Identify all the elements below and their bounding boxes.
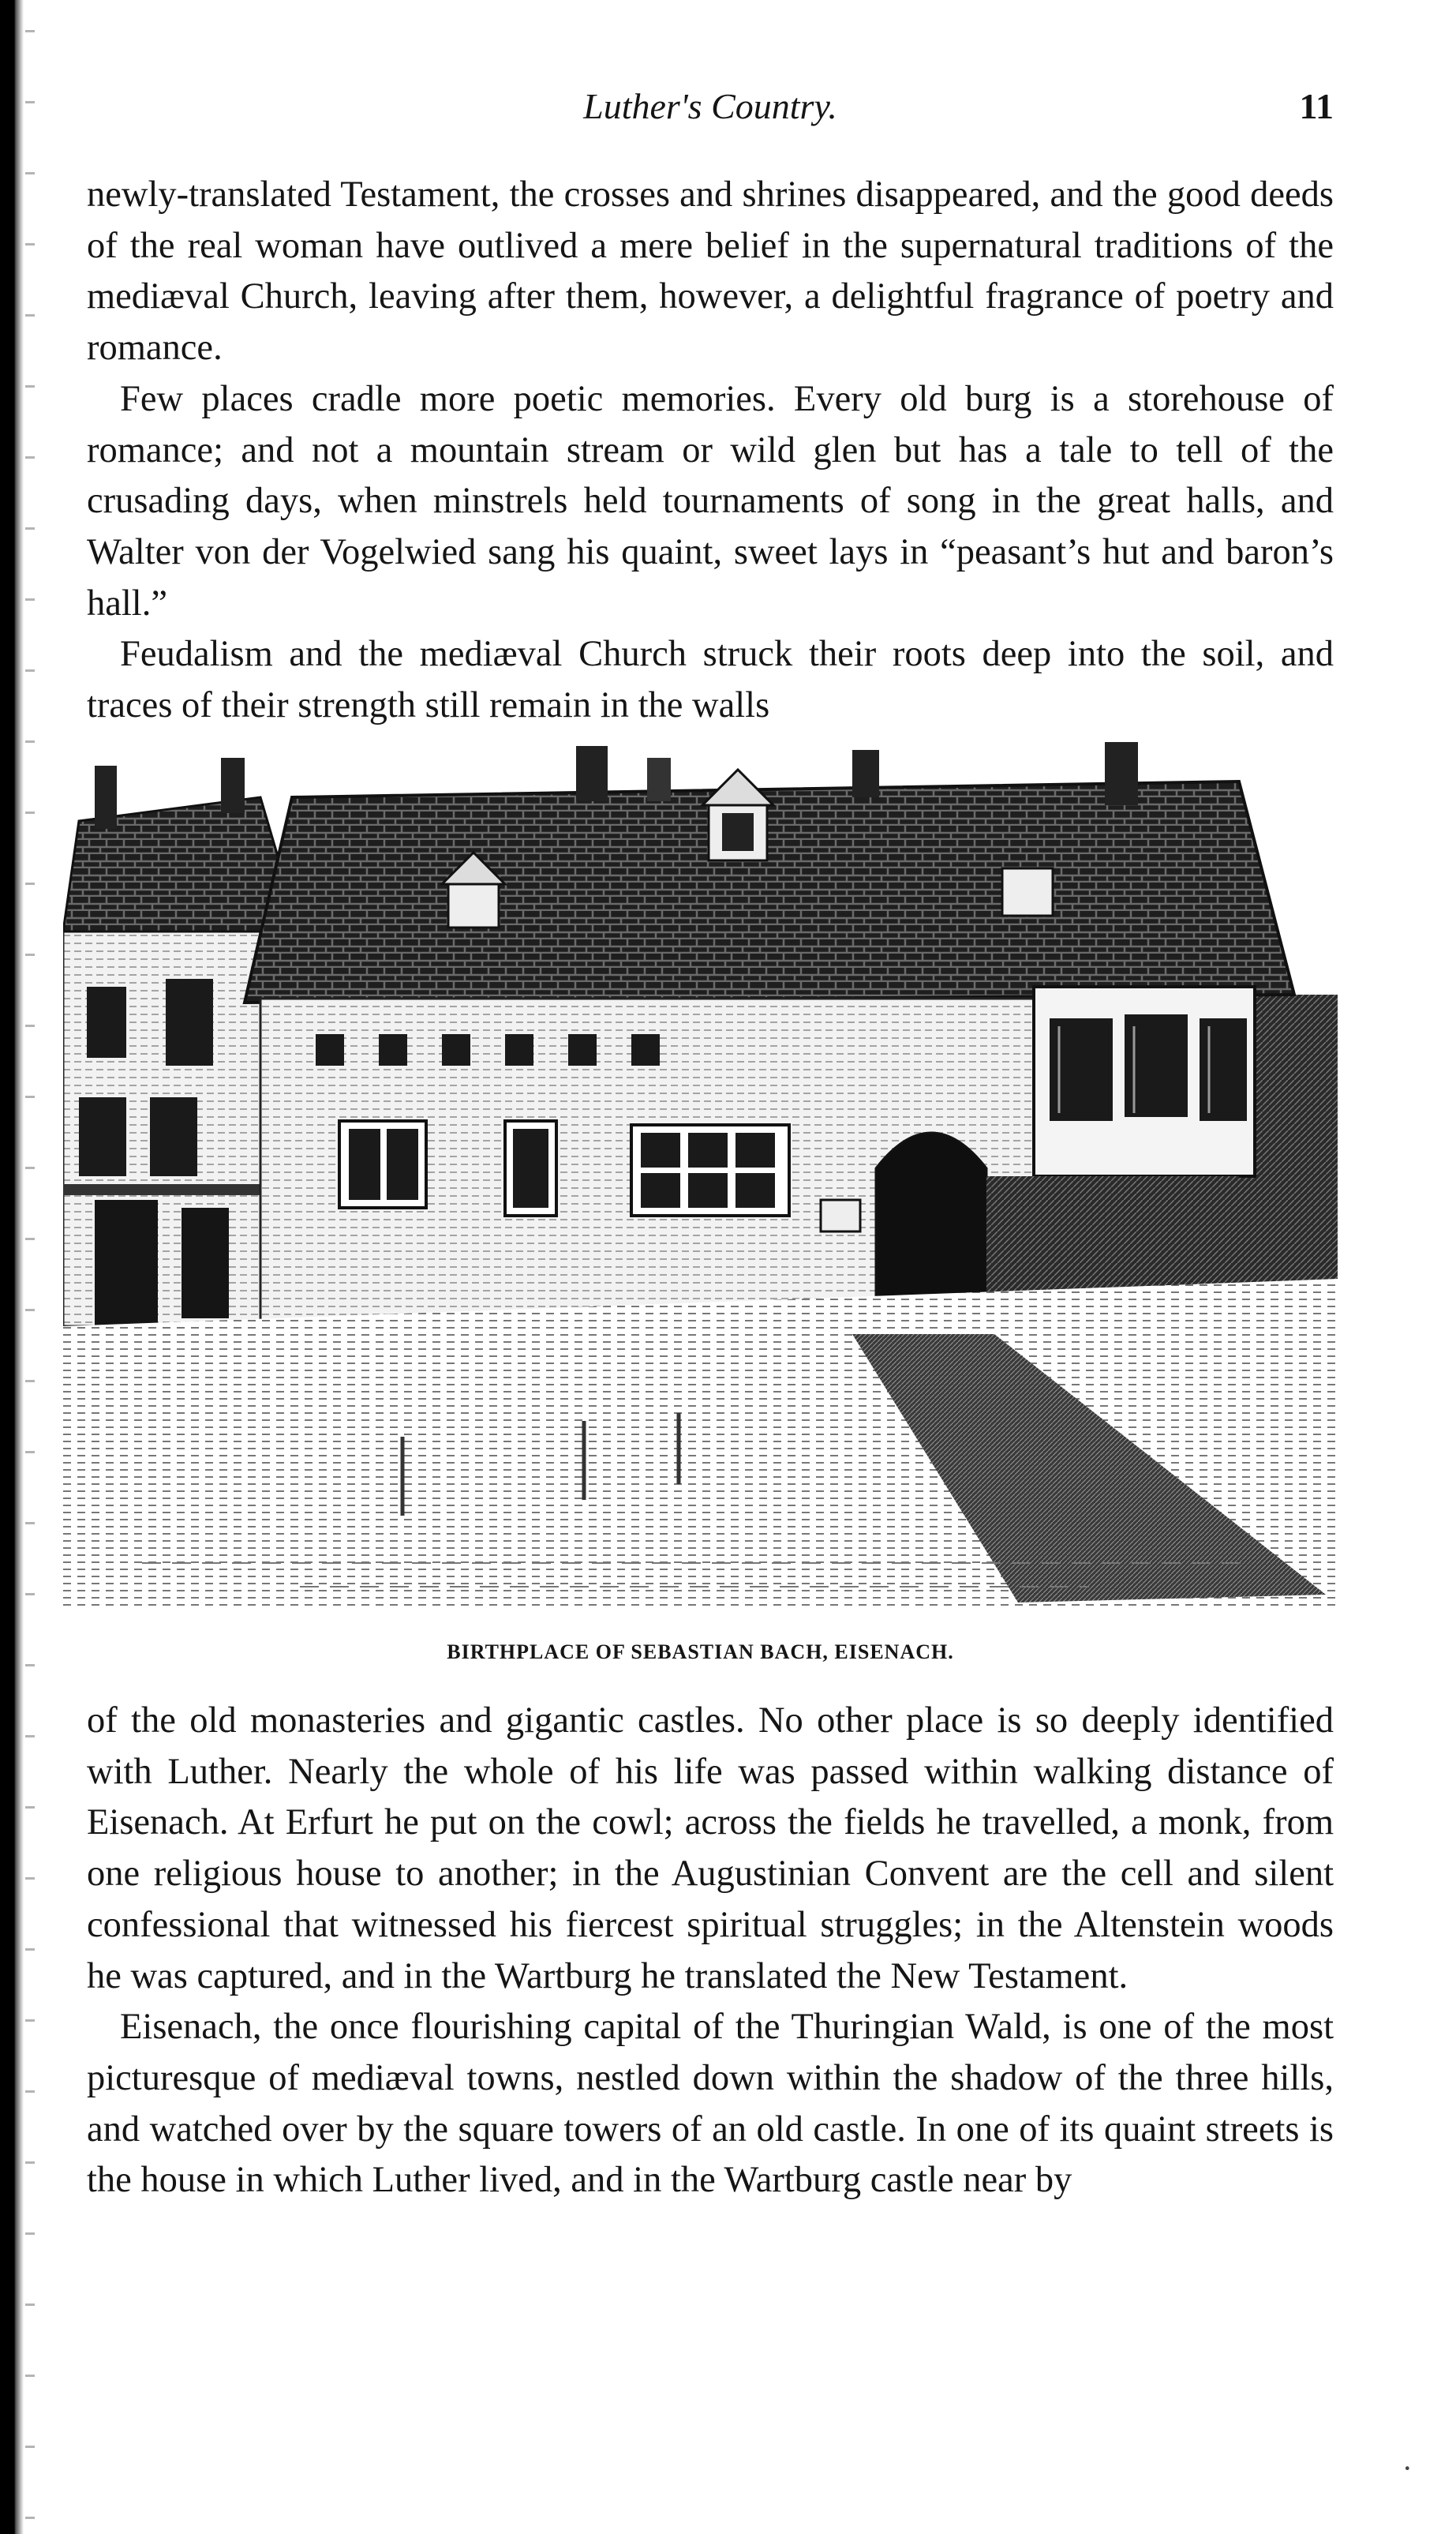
running-title: Luther's Country. xyxy=(583,86,837,126)
paragraph-continuation: newly-translated Testament, the crosses and shrines disappeared, and the good deeds of the real woman have outlived a mere belief in the supernatural traditions of the mediæval Church, leaving after them, however, a delightful fragrance of poetry and romance. xyxy=(87,174,1334,369)
paragraph-eisenach: Eisenach, the once flourishing capital of the Thuringian Wald, is one of the most picturesque of mediæval towns, nestled down within the shadow of the three hills, and watched over by the square towers of an old castle. In one of its quaint streets is the house in which Luther lived, and in the Wartburg castle near by xyxy=(87,2007,1334,2201)
paragraph-monasteries: of the old monasteries and gigantic castles. No other place is so deeply identified with Luther. Nearly the whole of his life was passed within walking distance of Eisenach. At Erfurt he put on the cowl; across the fields he travelled, a monk, from one religious house to another; in the Augustinian Convent are the cell and silent confessional that witnessed his fiercest spiritual struggles; in the Altenstein woods he was captured, and in the Wartburg he translated the New Testament. xyxy=(87,1700,1334,1996)
binding-shadow xyxy=(25,0,35,2534)
engraving-illustration xyxy=(63,726,1338,1610)
page-stray-mark: · xyxy=(1402,2450,1413,2486)
page-number: 11 xyxy=(1299,86,1334,126)
running-head xyxy=(87,85,1334,133)
paragraph-feudalism: Feudalism and the mediæval Church struck their roots deep into the soil, and traces of their strength still remain in the walls xyxy=(87,634,1334,726)
street-ground xyxy=(63,1279,1338,1610)
paragraph-poetic-memories: Few places cradle more poetic memories. Every old burg is a storehouse of romance; and not a mountain stream or wild glen but has a tale to tell of the crusading days, when minstrels held tournaments of song in the great halls, and Walter von der Vogelwied sang his quaint, sweet lays in “peasant’s hut and baron’s hall.” xyxy=(87,378,1334,624)
main-house xyxy=(245,742,1294,1334)
book-binding-edge xyxy=(0,0,24,2534)
text-block-bottom xyxy=(87,1696,1334,2206)
engraving-bach-birthplace xyxy=(63,726,1338,1610)
text-block-top xyxy=(87,170,1334,732)
figure-caption: BIRTHPLACE OF SEBASTIAN BACH, EISENACH. xyxy=(447,1640,954,1663)
